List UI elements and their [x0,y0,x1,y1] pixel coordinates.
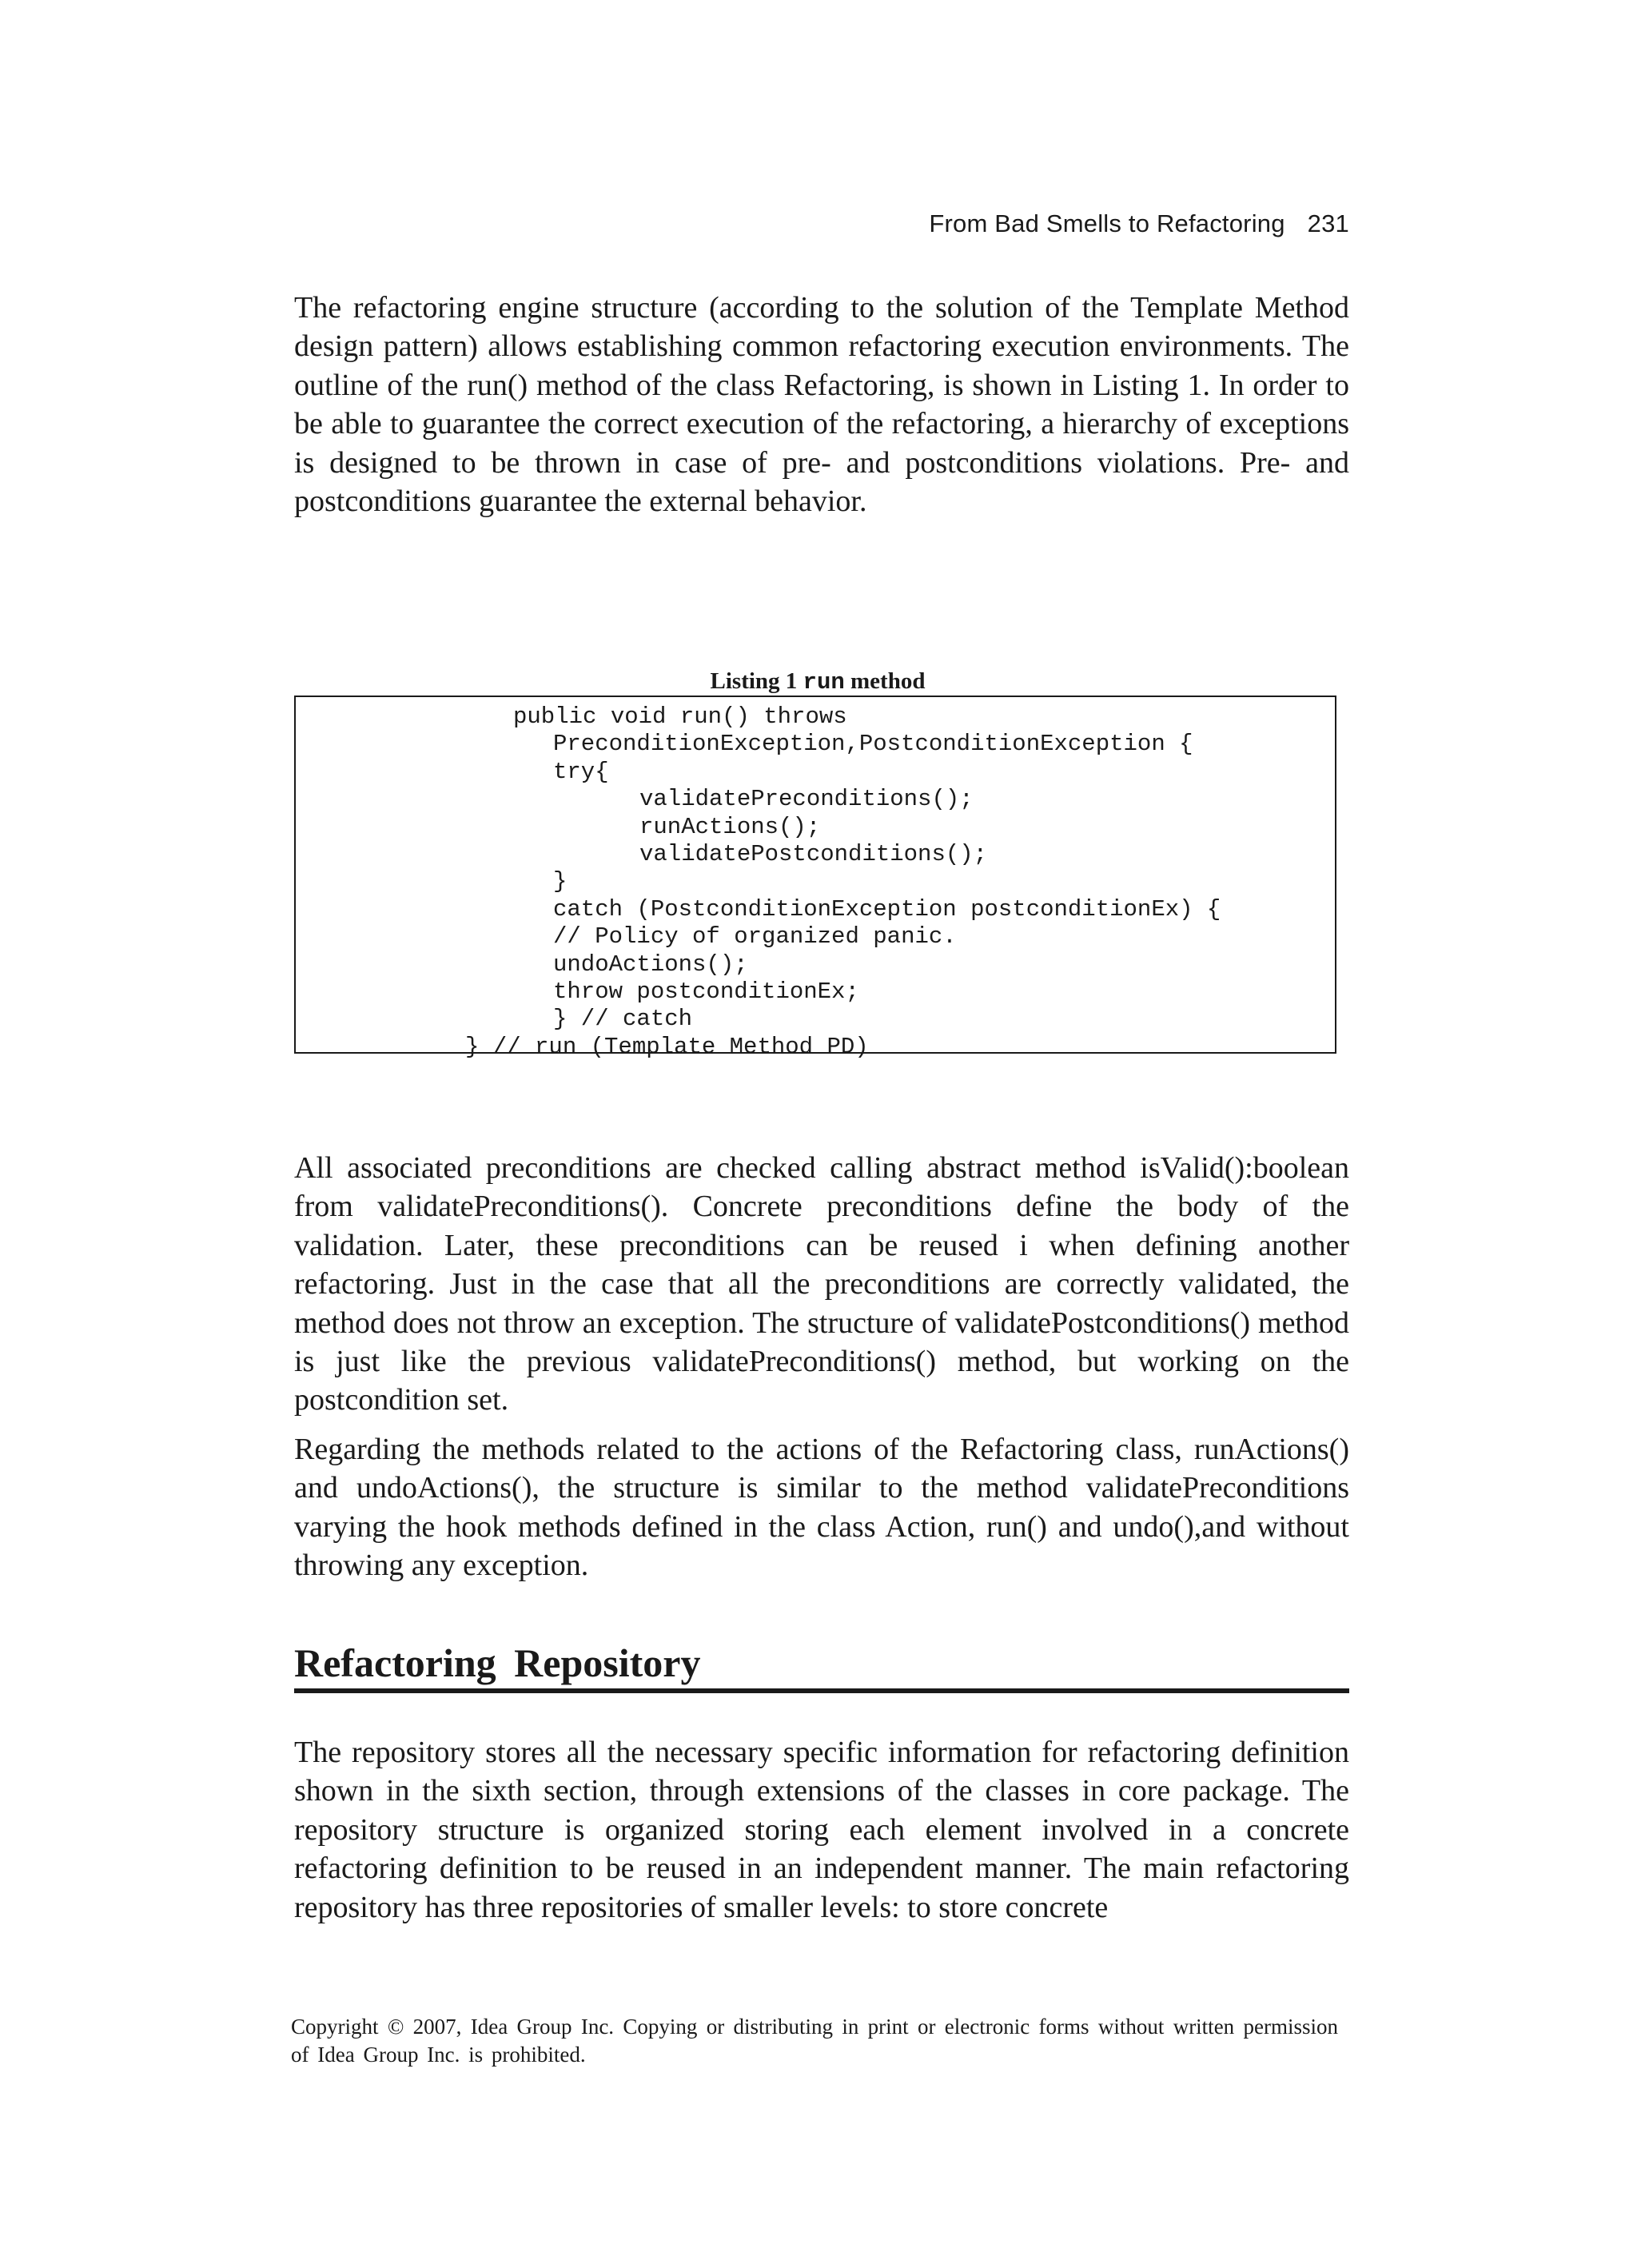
listing-caption-code: run [803,669,845,696]
heading-rule [294,1688,1349,1693]
copyright-notice: Copyright © 2007, Idea Group Inc. Copying or distributing in print or electronic forms without written permission of Idea Group Inc. is prohibited. [291,2015,1338,2067]
code-line: } // catch [553,1006,693,1032]
code-line: // Policy of organized panic. [553,923,957,950]
body-paragraph-actions: Regarding the methods related to the actions of the Refactoring class, runActions() and undoActions(), the structure is similar to the method validatePreconditions varying the hook methods defined in the class Action, run() and undo(),and without throwing any exception. [294,1433,1349,1583]
code-line: validatePreconditions(); [639,786,974,812]
code-line: try{ [553,759,609,785]
page-number: 231 [1307,209,1349,237]
listing-caption-suffix: method [844,668,926,694]
code-line: PreconditionException,PostconditionException { [553,731,1193,757]
listing-caption [294,665,1341,699]
listing-caption-prefix: Listing 1 [710,668,803,694]
code-line: catch (PostconditionException postconditionEx) { [553,896,1221,923]
code-line: } [553,868,568,895]
running-head-title: From Bad Smells to Refactoring [929,209,1285,237]
code-line: } // run (Template Method PD) [465,1034,869,1060]
code-line: validatePostconditions(); [639,841,988,867]
code-line: undoActions(); [553,951,748,978]
code-line: runActions(); [639,814,821,840]
running-head [929,209,1349,238]
code-line: throw postconditionEx; [553,979,859,1005]
body-paragraph-repository: The repository stores all the necessary specific information for refactoring definition shown in the sixth section, through extensions of the classes in core package. The repository structure is organized storing each element involved in a concrete refactoring definition to be reused in an independent manner. The main refactoring repository has three repositories of smaller levels: to store concrete [294,1736,1349,1924]
code-listing [294,696,1336,1060]
body-paragraph-intro: The refactoring engine structure (according to the solution of the Template Method design pattern) allows establishing common refactoring execution environments. The outline of the run() method of the class Refactoring, is shown in Listing 1. In order to be able to guarantee the correct execution of the refactoring, a hierarchy of exceptions is designed to be thrown in case of pre- and postconditions violations. Pre- and postconditions guarantee the external behavior. [294,291,1349,519]
body-paragraph-preconditions: All associated preconditions are checked calling abstract method isValid():boolean from validatePreconditions(). Concrete preconditions define the body of the validation. Later, these preconditions can be reused i when defining another refactoring. Just in the case that all the preconditions are correctly validated, the method does not throw an exception. The structure of validatePostconditions() method is just like the previous validatePreconditions() method, but working on the postcondition set. [294,1151,1349,1417]
section-heading: Refactoring Repository [294,1640,701,1685]
code-line: public void run() throws [513,704,847,730]
